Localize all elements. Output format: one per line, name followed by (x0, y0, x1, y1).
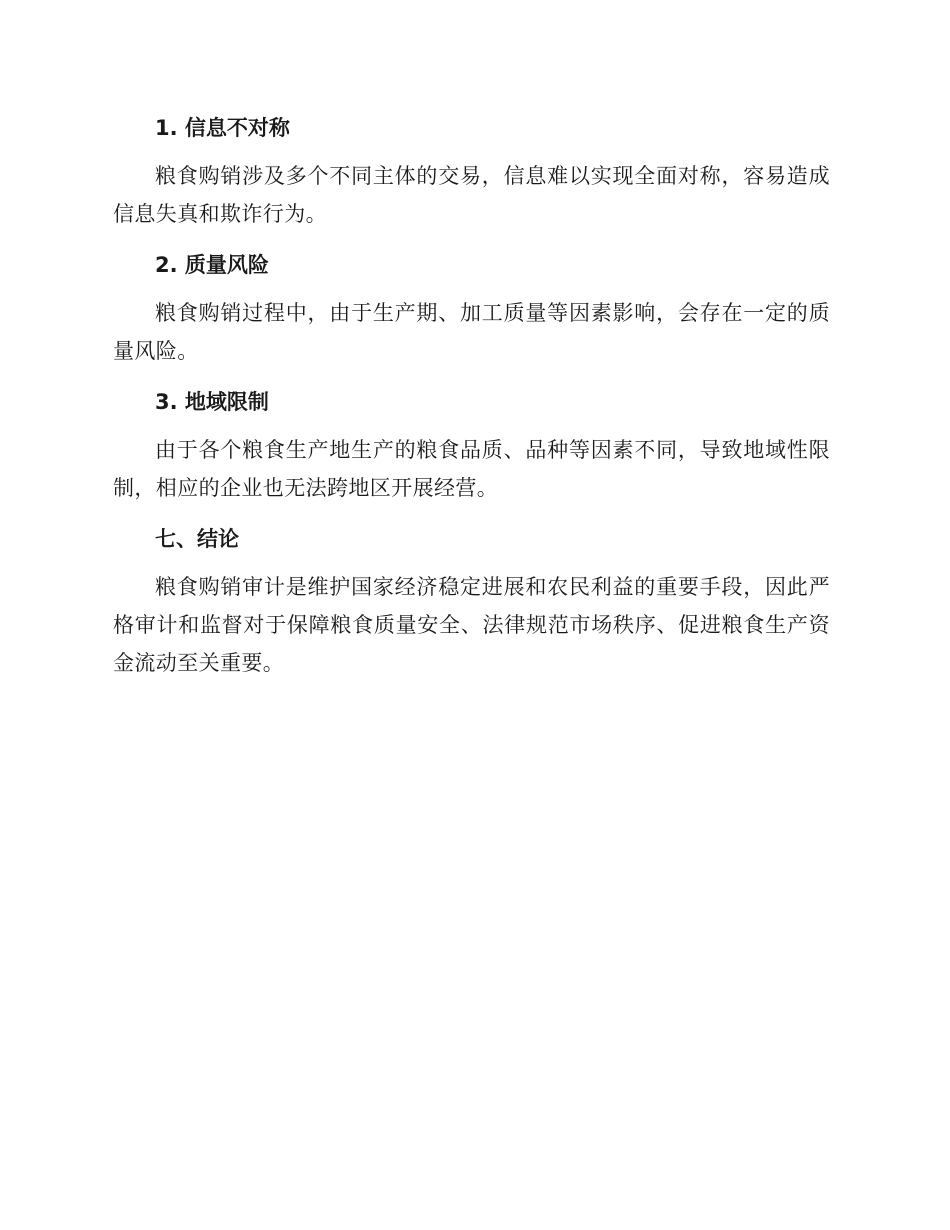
section-heading-regional-limit: 3. 地域限制 (155, 390, 269, 414)
section-body-quality-risk: 粮食购销过程中，由于生产期、加工质量等因素影响，会存在一定的质量风险。 (113, 301, 830, 363)
section-body-regional-limit: 由于各个粮食生产地生产的粮食品质、品种等因素不同，导致地域性限制，相应的企业也无法跨地区开展经营。 (113, 438, 830, 500)
section-body-conclusion: 粮食购销审计是维护国家经济稳定进展和农民利益的重要手段，因此严格审计和监督对于保障粮食质量安全、法律规范市场秩序、促进粮食生产资金流动至关重要。 (113, 575, 830, 675)
section-body-info-asymmetry: 粮食购销涉及多个不同主体的交易，信息难以实现全面对称，容易造成信息失真和欺诈行为。 (113, 164, 830, 226)
section-heading-quality-risk: 2. 质量风险 (155, 253, 269, 277)
section-heading-conclusion: 七、结论 (155, 527, 239, 551)
section-heading-info-asymmetry: 1. 信息不对称 (155, 116, 290, 140)
document-page (113, 108, 830, 682)
